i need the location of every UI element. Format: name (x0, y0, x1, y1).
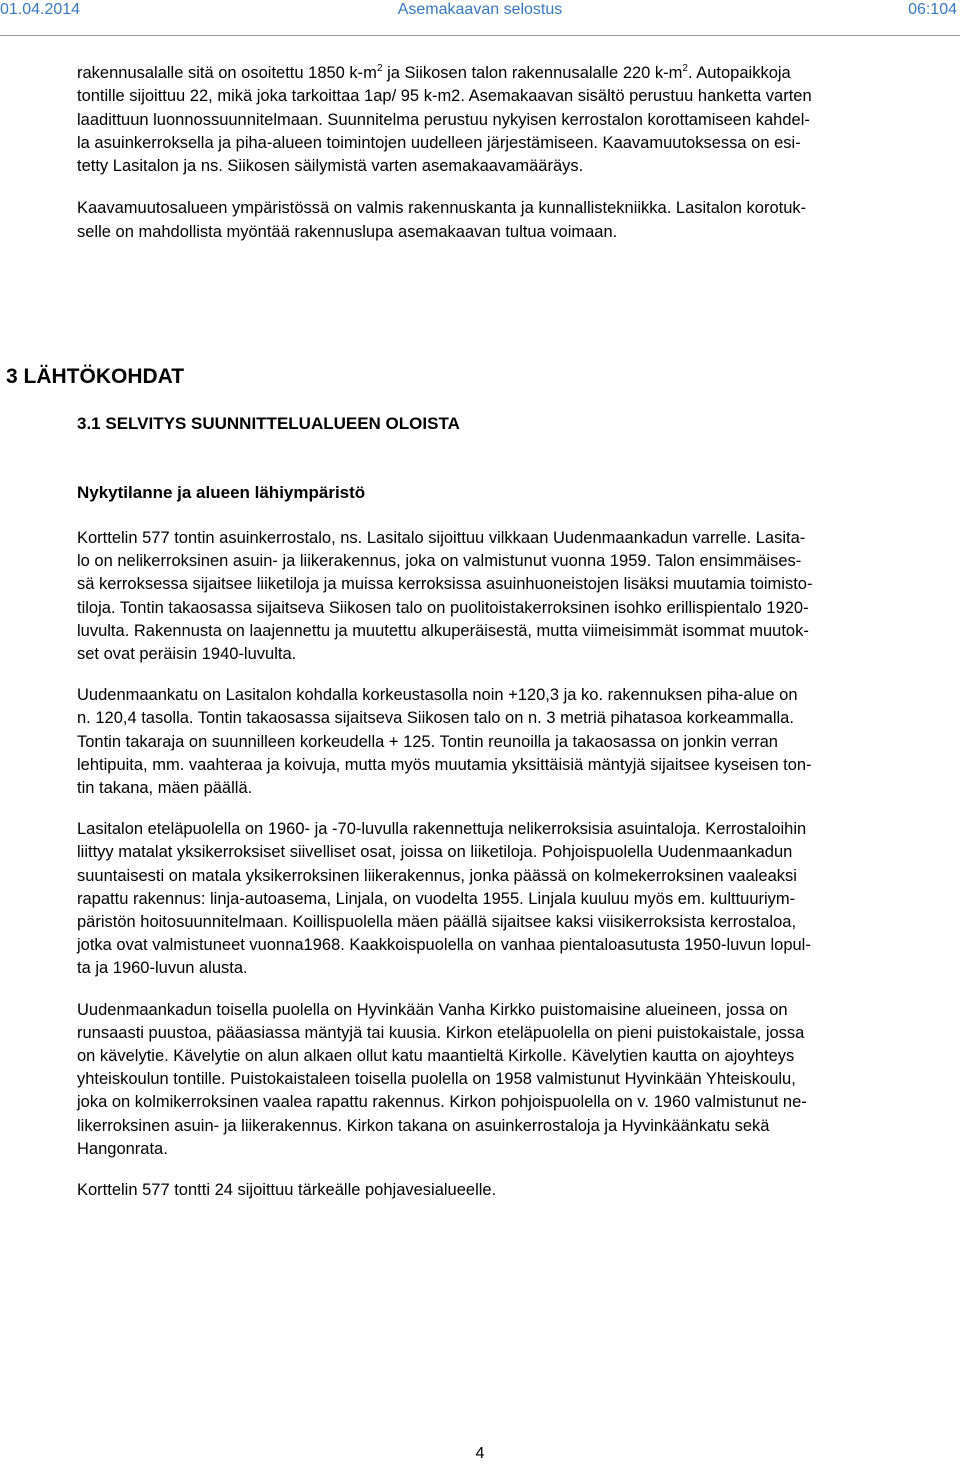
text-line: set ovat peräisin 1940-luvulta. (77, 645, 297, 664)
paragraph-gap (77, 1161, 953, 1179)
text-line: suuntaisesti on matala yksikerroksinen liikerakennus, jonka päässä on kolmekerroksinen vaaleaksi (77, 866, 797, 885)
text-line: liittyy matalat yksikerroksiset siivelliset osat, joissa on liiketiloja. Pohjoispuolella Uudenmaankadun (77, 843, 793, 862)
intro-paragraph-1 (77, 62, 953, 178)
text-line: rapattu rakennus: linja-autoasema, Linjala, on vuodelta 1955. Linjala kuuluu myös em. kulttuuriym- (77, 889, 796, 908)
section-body (77, 527, 953, 1202)
topic-heading: Nykytilanne ja alueen lähiympäristö (77, 483, 366, 502)
text-line: joka on kolmikerroksinen vaalea rapattu rakennus. Kirkon pohjoispuolella on v. 1960 valmistunut ne- (77, 1093, 807, 1112)
text-line: Uudenmaankadun toisella puolella on Hyvinkään Vanha Kirkko puistomaisine alueineen, jossa on (77, 1000, 788, 1019)
header-title: Asemakaavan selostus (397, 1, 563, 18)
text-line: Tontin takaraja on suunnilleen korkeudella + 125. Tontin reunoilla ja takaosassa on jonkin verran (77, 732, 778, 751)
paragraph-3 (77, 818, 953, 980)
text-line (77, 62, 953, 85)
text-fragment: . Autopaikkoja (687, 64, 791, 82)
text-fragment: ja Siikosen talon rakennusalalle 220 k-m (382, 64, 683, 82)
header-doc-number: 06:104 (908, 1, 957, 18)
header-date: 01.04.2014 (0, 1, 81, 18)
intro-paragraph-2 (77, 197, 953, 244)
text-line: likerroksinen asuin- ja liikerakennus. Kirkon takana on asuinkerrostaloja ja Hyvinkäänkatu sekä (77, 1116, 770, 1135)
text-line: Korttelin 577 tontti 24 sijoittuu tärkeälle pohjavesialueelle. (77, 1181, 497, 1200)
text-line: luvulta. Rakennusta on laajennettu ja muutettu alkuperäisestä, mutta viimeisimmät isommat muutok- (77, 621, 809, 640)
superscript: 2 (682, 63, 688, 74)
text-line: Uudenmaankatu on Lasitalon kohdalla korkeustasolla noin +120,3 ja ko. rakennuksen piha-alue on (77, 686, 798, 705)
text-line: jotka ovat valmistuneet vuonna1968. Kaakkoispuolella on vanhaa pientaloasutusta 1950-luvun lopul- (77, 936, 811, 955)
text-line: n. 120,4 tasolla. Tontin takaosassa sijaitseva Siikosen talo on n. 3 metriä pihatasoa korkeammalla. (77, 709, 794, 728)
header-divider (0, 35, 960, 36)
text-line: lo on nelikerroksinen asuin- ja liikerakennus, joka on valmistunut vuonna 1959. Talon ensimmäises- (77, 552, 802, 571)
paragraph-4 (77, 999, 953, 1161)
text-line: Korttelin 577 tontin asuinkerrostalo, ns. Lasitalo sijoittuu vilkkaan Uudenmaankadun varrelle. Lasita- (77, 529, 806, 547)
text-line: la asuinkerroksella ja piha-alueen toimintojen uudelleen järjestämiseen. Kaavamuutoksessa on esi- (77, 133, 801, 152)
text-line: tetty Lasitalon ja ns. Siikosen säilymistä varten asemakaavamääräys. (77, 157, 584, 176)
text-line: ta ja 1960-luvun alusta. (77, 959, 248, 978)
paragraph-gap (77, 666, 953, 684)
paragraph-gap (77, 800, 953, 818)
paragraph-gap (77, 178, 953, 197)
text-line: Lasitalon eteläpuolella on 1960- ja -70-luvulla rakennettuja nelikerroksisia asuintaloja. Kerrostaloihin (77, 820, 807, 839)
intro-text (77, 62, 953, 244)
superscript: 2 (376, 63, 383, 74)
text-line: tin takana, mäen päällä. (77, 779, 253, 798)
text-line: päristön hoitosuunnitelmaan. Koillispuolella mäen päällä sijaitsee kaksi viisikerroksista kerrostaloa, (77, 913, 797, 932)
text-line: yhteiskoulun tontille. Puistokaistaleen toisella puolella on 1958 valmistunut Hyvinkään Yhteiskoulu, (77, 1070, 796, 1089)
text-line: tontille sijoittuu 22, mikä joka tarkoittaa 1ap/ 95 k-m2. Asemakaavan sisältö perustuu hanketta varten (77, 87, 812, 106)
text-line: Kaavamuutosalueen ympäristössä on valmis rakennuskanta ja kunnallistekniikka. Lasitalon korotuk- (77, 199, 807, 218)
paragraph-5 (77, 1179, 953, 1202)
text-line: tiloja. Tontin takaosassa sijaitseva Siikosen talo on puolitoistakerroksinen isohko erillispientalo 1920- (77, 598, 809, 617)
text-fragment: rakennusalalle sitä on osoitettu 1850 k-m (77, 64, 377, 82)
page-header (0, 0, 960, 26)
text-line: sä kerroksessa sijaitsee liiketiloja ja muissa kerroksissa asuinhuoneistojen lisäksi muutamia toimisto- (77, 575, 813, 594)
text-line: Hangonrata. (77, 1139, 168, 1158)
paragraph-1 (77, 527, 953, 666)
paragraph-2 (77, 684, 953, 800)
text-line: runsaasti puustoa, pääasiassa mäntyjä tai kuusia. Kirkon eteläpuolella on pieni puistokaistale, jossa (77, 1023, 805, 1042)
paragraph-gap (77, 981, 953, 999)
text-line: lehtipuita, mm. vaahteraa ja koivuja, mutta myös muutamia yksittäisiä mäntyjä sijaitsee kyseisen ton- (77, 755, 812, 774)
subsection-heading: 3.1 SELVITYS SUUNNITTELUALUEEN OLOISTA (77, 414, 460, 433)
section-heading: 3 LÄHTÖKOHDAT (6, 365, 185, 388)
text-line: laadittuun luonnossuunnitelmaan. Suunnitelma perustuu nykyisen kerrostalon korottamiseen kahdel- (77, 110, 810, 129)
page-number: 4 (475, 1445, 485, 1462)
text-line: selle on mahdollista myöntää rakennuslupa asemakaavan tultua voimaan. (77, 222, 618, 241)
text-line: on kävelytie. Kävelytie on alun alkaen ollut katu maantieltä Kirkolle. Kävelytien kautta on ajoyhteys (77, 1047, 795, 1066)
